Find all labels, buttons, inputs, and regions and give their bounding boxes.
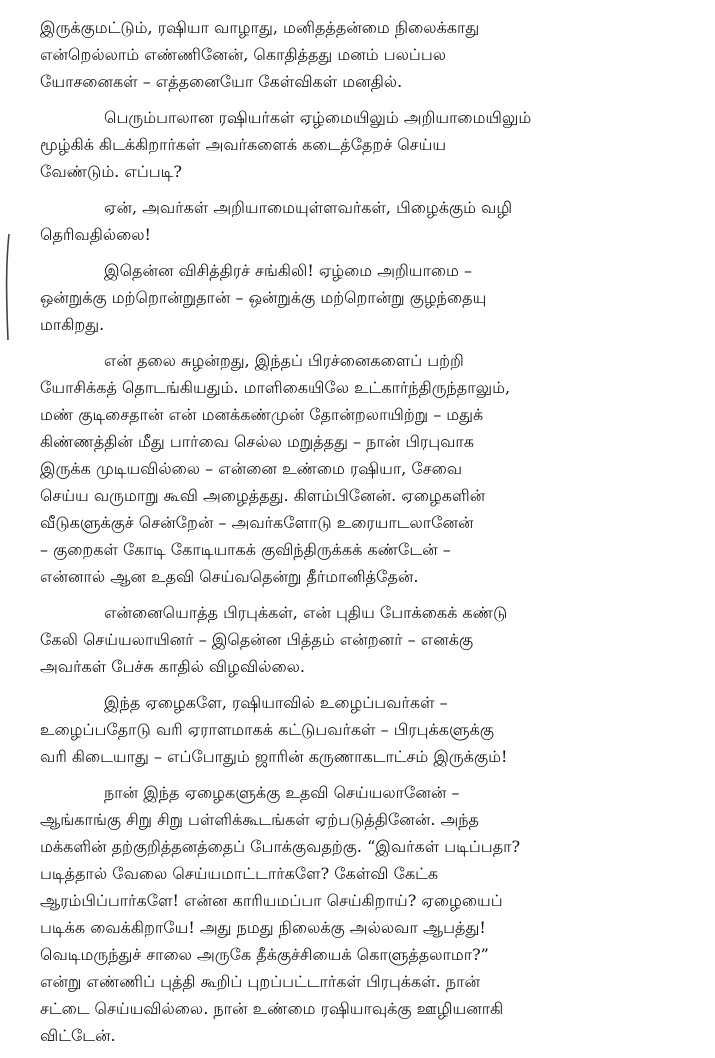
text-line: சட்டை செய்யவில்லை. நான் உண்மை ரஷியாவுக்கு ஊழியனாகி [40,999,504,1018]
text-line: தெரிவதில்லை! [40,225,151,244]
text-line: ஆங்காங்கு சிறு சிறு பள்ளிக்கூடங்கள் ஏற்படுத்தினேன். அந்த [40,810,479,829]
text-line: விட்டேன். [40,1026,116,1045]
text-line: யோசிக்கத் தொடங்கியதும். மாளிகையிலே உட்கார்ந்திருந்தாலும், [40,378,511,397]
text-line: பெரும்பாலான ரஷியர்கள் ஏழ்மையிலும் அறியாமையிலும் [104,108,532,127]
text-line: கேலி செய்யலாயினர் – இதென்ன பித்தம் என்றனர் – எனக்கு [40,630,474,649]
text-line: அவர்கள் பேச்சு காதில் விழவில்லை. [40,657,305,676]
text-line: என்னால் ஆன உதவி செய்வதென்று தீர்மானித்தேன். [40,567,419,586]
text-line: வீடுகளுக்குச் சென்றேன் – அவர்களோடு உரையாடலானேன் [40,513,474,532]
text-line: மாகிறது. [40,315,105,334]
text-line: செய்ய வருமாறு கூவி அழைத்தது. கிளம்பினேன். ஏழைகளின் [40,486,486,505]
text-line: இதென்ன விசித்திரச் சங்கிலி! ஏழ்மை அறியாமை – [104,261,472,280]
text-line: – குறைகள் கோடி கோடியாகக் குவிந்திருக்கக் கண்டேன் – [40,540,451,559]
text-line: ஏன், அவர்கள் அறியாமையுள்ளவர்கள், பிழைக்கும் வழி [104,198,513,217]
text-line: படித்தால் வேலை செய்யமாட்டார்களே? கேள்வி கேட்க [40,864,439,883]
document-body [40,14,680,1058]
text-line: இருக்குமட்டும், ரஷியா வாழாது, மனிதத்தன்மை நிலைக்காது [40,18,480,37]
text-line: வெடிமருந்துச் சாலை அருகே தீக்குச்சியைக் கொளுத்தலாமா?” [40,945,489,964]
paragraph-2 [40,104,680,185]
text-line: வேண்டும். எப்படி? [40,162,182,181]
text-line: என்னையொத்த பிரபுக்கள், என் புதிய போக்கைக் கண்டு [104,603,508,622]
paragraph-8 [40,779,680,1049]
text-line: என்றெல்லாம் எண்ணினேன், கொதித்தது மனம் பலப்பல [40,45,447,64]
text-line: நான் இந்த ஏழைகளுக்கு உதவி செய்யலானேன் – [104,783,460,802]
text-line: மண் குடிசைதான் என் மனக்கண்முன் தோன்றலாயிற்று – மதுக் [40,405,484,424]
text-line: உழைப்பதோடு வரி ஏராளமாகக் கட்டுபவர்கள் – பிரபுக்களுக்கு [40,720,494,739]
margin-pencil-mark [4,232,12,342]
paragraph-3 [40,194,680,248]
text-line: இருக்க முடியவில்லை – என்னை உண்மை ரஷியா, சேவை [40,459,463,478]
paragraph-5 [40,347,680,590]
text-line: ஒன்றுக்கு மற்றொன்றுதான் – ஒன்றுக்கு மற்றொன்று குழந்தையு [40,288,487,307]
text-line: வரி கிடையாது – எப்போதும் ஜாரின் கருணாகடாட்சம் இருக்கும்! [40,747,508,766]
paragraph-4 [40,257,680,338]
text-line: படிக்க வைக்கிறாயே! அது நமது நிலைக்கு அல்லவா ஆபத்து! [40,918,486,937]
text-line: கிண்ணத்தின் மீது பார்வை செல்ல மறுத்தது – நான் பிரபுவாக [40,432,475,451]
text-line: மூழ்கிக் கிடக்கிறார்கள் அவர்களைக் கடைத்தேறச் செய்ய [40,135,447,154]
text-line: என் தலை சுழன்றது, இந்தப் பிரச்னைகளைப் பற்றி [104,351,464,370]
text-line: மக்களின் தற்குறித்தனத்தைப் போக்குவதற்கு. “இவர்கள் படிப்பதா? [40,837,521,856]
paragraph-7 [40,689,680,770]
text-line: என்று எண்ணிப் புத்தி கூறிப் புறப்பட்டார்கள் பிரபுக்கள். நான் [40,972,480,991]
paragraph-6 [40,599,680,680]
text-line: ஆரம்பிப்பார்களே! என்ன காரியமப்பா செய்கிறாய்? ஏழையைப் [40,891,503,910]
text-line: யோசனைகள் – எத்தனையோ கேள்விகள் மனதில். [40,72,403,91]
text-line: இந்த ஏழைகளே, ரஷியாவில் உழைப்பவர்கள் – [104,693,448,712]
paragraph-1 [40,14,680,95]
